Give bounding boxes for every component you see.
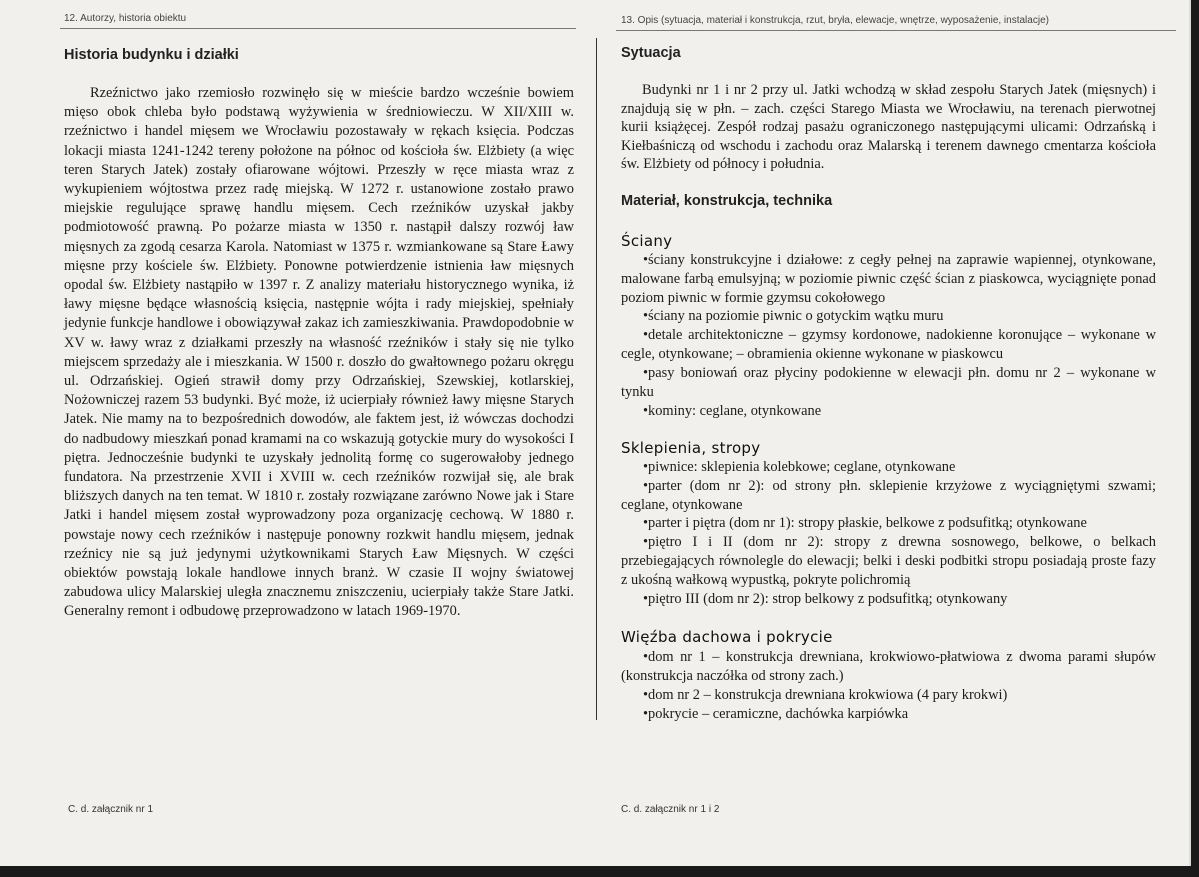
vaults-item-4: •piętro I i II (dom nr 2): stropy z drewna sosnowego, belkowe, o belkach przebiegających równolegle do elewacji; belki i deski podbitki stropu posiadają proste fazy z ukośną wałkową wypustką, pokryte polichromią (621, 534, 1156, 588)
roof-item-2: •dom nr 2 – konstrukcja drewniana krokwiowa (4 pary krokwi) (643, 687, 1008, 703)
roof-title: Więźba dachowa i pokrycie (621, 628, 833, 646)
vaults-item-5: •piętro III (dom nr 2): strop belkowy z podsufitką; otynkowany (643, 591, 1008, 607)
left-page-footer: C. d. załącznik nr 1 (68, 804, 154, 815)
walls-item-4: •pasy boniowań oraz płyciny podokienne w elewacji płn. domu nr 2 – wykonane w tynku (621, 365, 1156, 400)
material-section-title: Materiał, konstrukcja, technika (621, 193, 833, 209)
right-page-header: 13. Opis (sytuacja, materiał i konstrukcja, rzut, bryła, elewacje, wnętrze, wyposażenie, instalacje) (621, 15, 1049, 26)
situation-title: Sytuacja (621, 45, 681, 61)
roof-item-3: •pokrycie – ceramiczne, dachówka karpiówka (643, 706, 909, 722)
roof-item-1: •dom nr 1 – konstrukcja drewniana, krokwiowo-płatwiowa z dwoma parami słupów (konstrukcja naczółka od strony zach.) (621, 649, 1156, 684)
walls-item-5: •kominy: ceglane, otynkowane (643, 403, 822, 419)
left-page-header: 12. Autorzy, historia obiektu (64, 13, 187, 24)
vaults-item-2: •parter (dom nr 2): od strony płn. sklepienie krzyżowe z wyciągniętymi szwami; ceglane, otynkowane (621, 478, 1156, 513)
walls-title: Ściany (621, 232, 673, 250)
situation-text: Budynki nr 1 i nr 2 przy ul. Jatki wchodzą w skład zespołu Starych Jatek (mięsnych) i znajdują się w płn. – zach. części Starego Miasta we Wrocławiu, na terenach pierwotnej kurii książęcej. Zespół rodzaj pasażu ograniczonego następującymi ulicami: Odrzańską i Kiełbaśniczą od wschodu i zachodu oraz Malarską i terenem dawnego cmentarza kościoła św. Elżbiety od północy i południa. (621, 82, 1156, 173)
walls-item-1: •ściany konstrukcyjne i działowe: z cegły pełnej na zaprawie wapiennej, otynkowane, malowane farbą emulsyjną; w poziomie piwnic część ścian z piaskowca, wyciągnięte ponad poziom piwnic w formie gzymsu cokołowego (621, 252, 1156, 306)
vaults-item-1: •piwnice: sklepienia kolebkowe; ceglane, otynkowane (643, 459, 956, 475)
right-header-rule (616, 30, 1176, 31)
walls-item-3: •detale architektoniczne – gzymsy kordonowe, nadokienne koronujące – wykonane w cegle, otynkowane; – obramienia okienne wykonane w piaskowcu (621, 327, 1156, 362)
vaults-item-3: •parter i piętra (dom nr 1): stropy płaskie, belkowe z podsufitką; otynkowane (643, 515, 1087, 531)
history-section-title: Historia budynku i działki (64, 47, 239, 63)
walls-item-2: •ściany na poziomie piwnic o gotyckim wątku muru (643, 308, 944, 324)
page-divider (596, 38, 597, 720)
left-header-rule (60, 28, 576, 29)
history-body-text: Rzeźnictwo jako rzemiosło rozwinęło się w mieście bardzo wcześnie bowiem mięso obok chleba było podstawą wyżywienia w średniowieczu. W XII/XIII w. rzeźnictwo i handel mięsem we Wrocławiu pozostawały w rękach księcia. Podczas lokacji miasta 1241-1242 tereny położone na północ od kościoła św. Elżbiety (a więc teren Starych Jatek) zostały ofiarowane wójtowi. Przeszły w ręce miasta wraz z wykupieniem wójtostwa przez radę miejską. W 1272 r. ustanowione zostało prawo miejskie regulujące sprawę handlu mięsem. Cech rzeźników uzyskał jakby podmiotowość prawną. Po pożarze miasta w 1350 r. nastąpił dalszy rozwój ław mięsnych za zgodą cesarza Karola. Natomiast w 1375 r. wzmiankowane są Stare Ławy mięsne przy kościele św. Elżbiety. Ponowne potwierdzenie istnienia ław mięsnych opodal św. Elżbiety nastąpiło w 1397 r. Z analizy materiału historycznego wynika, iż ławy mięsne będące własnością księcia, następnie wójta i rady miejskiej, spełniały jedynie funkcje handlowe i obowiązywał zakaz ich zamieszkiwania. Prawdopodobnie w XV w. ławy wraz z działkami przeszły na własność rzeźników i stały się nie tylko miejscem sprzedaży ale i mieszkania. W 1500 r. doszło do gwałtownego pożaru okręgu ul. Odrzańskiej. Ogień strawił domy przy Odrzańskiej, Szewskiej, kotlarskiej, Nożowniczej razem 53 budynki. Być może, iż ucierpiały również ławy mięsne Starych Jatek. Nie mamy na to bezpośrednich dowodów, ale faktem jest, iż wówczas dochodzi do nadbudowy mieszkań ponad kramami na co wskazują gotyckie mury do wysokości I piętra. Jednocześnie budynki te uzyskały jednolitą formę co sugerowałoby jednego fundatora. Na przestrzenie XVII i XVIII w. cech rzeźników rozwijał się, ale brak bliższych danych na ten temat. W 1810 r. zostały rozwiązane zarówno Nowe jak i Stare Jatki i handel mięsem został wyprowadzony poza organizację cechową. W 1880 r. powstaje nowy cech rzeźników i następuje ponowny rozkwit handlu mięsem, jednak rzeźnicy nie są już jedynymi użytkownikami Starych Ław Mięsnych. W części obiektów powstają lokale handlowe innych branż. W czasie II wojny światowej zabudowa ulicy Malarskiej uległa znacznemu zniszczeniu, ucierpiały także Stare Jatki. Generalny remont i odbudowę przeprowadzono w latach 1969-1970. (64, 85, 574, 620)
vaults-title: Sklepienia, stropy (621, 439, 761, 457)
right-page-footer: C. d. załącznik nr 1 i 2 (621, 804, 720, 815)
